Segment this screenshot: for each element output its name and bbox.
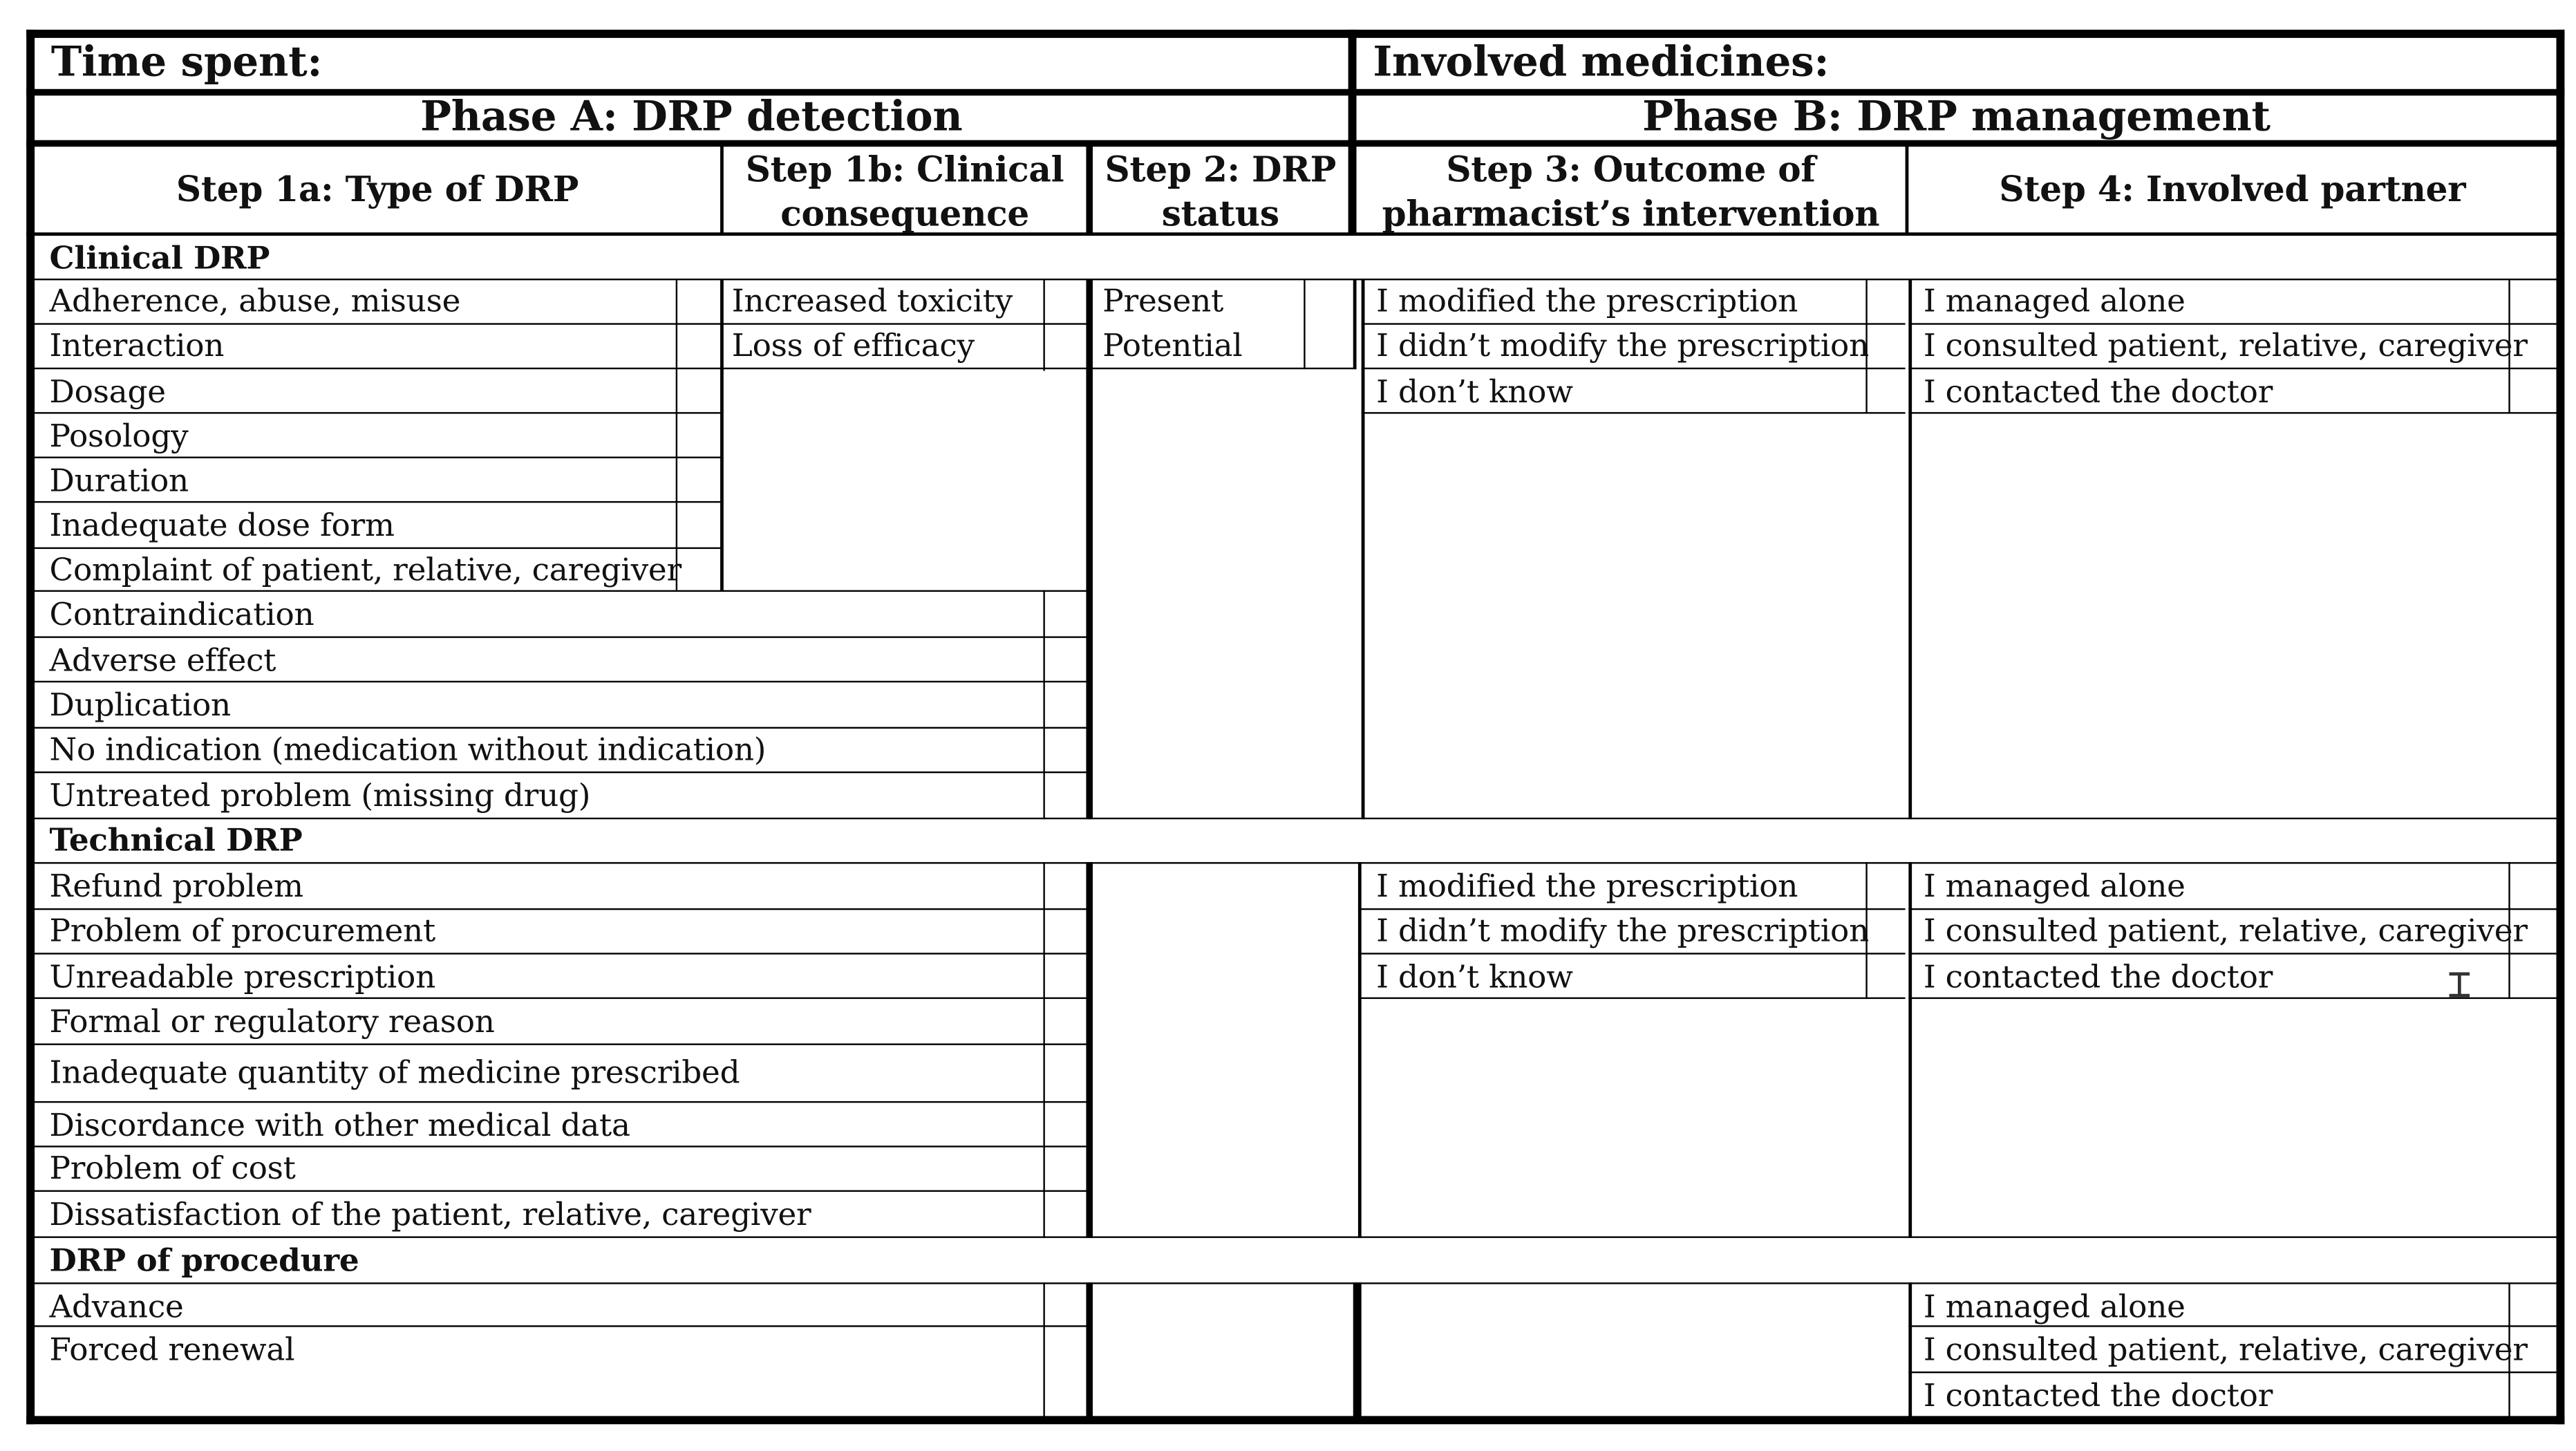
clinical-item: Complaint of patient, relative, caregiver [49, 552, 681, 589]
partner-item: I contacted the doctor [1923, 959, 2273, 996]
status-item: Potential [1102, 328, 1243, 364]
clinical-item: No indication (medication without indication) [49, 731, 767, 769]
status-item: Present [1102, 283, 1224, 320]
partner-item: I contacted the doctor [1923, 1378, 2273, 1414]
rule-clin-status-check [1304, 279, 1305, 369]
step-2-heading-line1: Step 2: DRP [1104, 148, 1337, 190]
technical-drp-title: Technical DRP [49, 822, 303, 859]
rule-clin-check-b [1043, 279, 1044, 371]
rule-tech-step2-left [1086, 862, 1093, 1238]
consequence-item: Increased toxicity [731, 283, 1013, 320]
clinical-item: Interaction [49, 328, 225, 364]
clinical-item: Inadequate dose form [49, 507, 395, 544]
rule-clin-step2-left [1086, 279, 1093, 819]
clinical-item: Posology [49, 418, 189, 456]
outcome-item: I modified the prescription [1376, 868, 1798, 906]
partner-item: I managed alone [1923, 1289, 2185, 1326]
rule-proc-check [1043, 1282, 1044, 1419]
procedure-item: Advance [49, 1289, 184, 1326]
rule-proc-step3-left [1353, 1282, 1362, 1419]
phase-a-title: Phase A: DRP detection [420, 92, 963, 140]
technical-item: Inadequate quantity of medicine prescribed [49, 1055, 740, 1092]
step-3-heading-line1: Step 3: Outcome of [1446, 148, 1816, 190]
outcome-item: I modified the prescription [1376, 283, 1798, 320]
outcome-item: I don’t know [1376, 374, 1573, 411]
rule-phase-divider [1348, 30, 1357, 236]
clinical-item: Adverse effect [49, 642, 276, 680]
technical-item: Problem of procurement [49, 913, 435, 950]
rule-technical-title [35, 862, 2556, 863]
outcome-item: I don’t know [1376, 959, 1573, 996]
technical-item: Discordance with other medical data [49, 1107, 630, 1144]
consequence-item: Loss of efficacy [731, 328, 975, 364]
clinical-item: Dosage [49, 374, 166, 411]
rule-clin-1a-1b [720, 279, 724, 592]
phase-b-title: Phase B: DRP management [1642, 92, 2271, 140]
partner-item: I contacted the doctor [1923, 374, 2273, 411]
partner-item: I managed alone [1923, 283, 2185, 320]
rule-step-1b-2 [1086, 143, 1093, 236]
step-1a-heading: Step 1a: Type of DRP [176, 168, 579, 209]
rule-tech-step3-left [1358, 862, 1362, 1238]
rule-clin-step4-left [1908, 279, 1912, 819]
procedure-item: Forced renewal [49, 1331, 295, 1369]
text-cursor-icon: ⌶ [2447, 961, 2472, 1007]
rule-clin-check-a [676, 279, 677, 592]
step-3-heading-line2: pharmacist’s intervention [1382, 192, 1880, 234]
step-1b-heading-line1: Step 1b: Clinical [745, 148, 1064, 190]
clinical-item: Adherence, abuse, misuse [49, 283, 461, 320]
outcome-item: I didn’t modify the prescription [1376, 913, 1870, 950]
border-left [26, 30, 35, 1424]
technical-item: Formal or regulatory reason [49, 1004, 495, 1040]
outcome-item: I didn’t modify the prescription [1376, 328, 1870, 364]
step-1b-heading-line2: consequence [780, 192, 1030, 234]
clinical-item: Duplication [49, 687, 231, 724]
step-4-heading: Step 4: Involved partner [1999, 168, 2466, 209]
technical-item: Unreadable prescription [49, 959, 436, 996]
partner-item: I consulted patient, relative, caregiver [1923, 1331, 2528, 1369]
time-spent-label: Time spent: [50, 37, 323, 86]
partner-item: I managed alone [1923, 868, 2185, 906]
clinical-drp-title: Clinical DRP [49, 241, 270, 277]
border-right [2557, 30, 2565, 1424]
rule-proc-step4-left [1908, 1282, 1912, 1419]
technical-item: Problem of cost [49, 1150, 296, 1187]
procedure-drp-title: DRP of procedure [49, 1242, 359, 1280]
technical-item: Refund problem [49, 868, 303, 906]
involved-medicines-label: Involved medicines: [1373, 37, 1830, 86]
partner-item: I consulted patient, relative, caregiver [1923, 913, 2528, 950]
rule-clin-step3-left [1353, 279, 1357, 369]
clinical-item: Duration [49, 463, 189, 500]
rule-clin-step3-left-lower [1362, 279, 1365, 819]
rule-tech-step4-left [1908, 862, 1912, 1238]
rule-clin-check-c [1043, 590, 1044, 819]
border-top [26, 30, 2564, 38]
partner-item: I consulted patient, relative, caregiver [1923, 328, 2528, 364]
rule-procedure-title [35, 1282, 2556, 1284]
rule-tech-check [1043, 862, 1044, 1238]
rule-proc-step2-left [1086, 1282, 1093, 1419]
clinical-item: Untreated problem (missing drug) [49, 778, 591, 814]
step-2-heading-line2: status [1161, 192, 1279, 234]
technical-item: Dissatisfaction of the patient, relative, caregiver [49, 1197, 811, 1233]
clinical-item: Contraindication [49, 597, 314, 633]
